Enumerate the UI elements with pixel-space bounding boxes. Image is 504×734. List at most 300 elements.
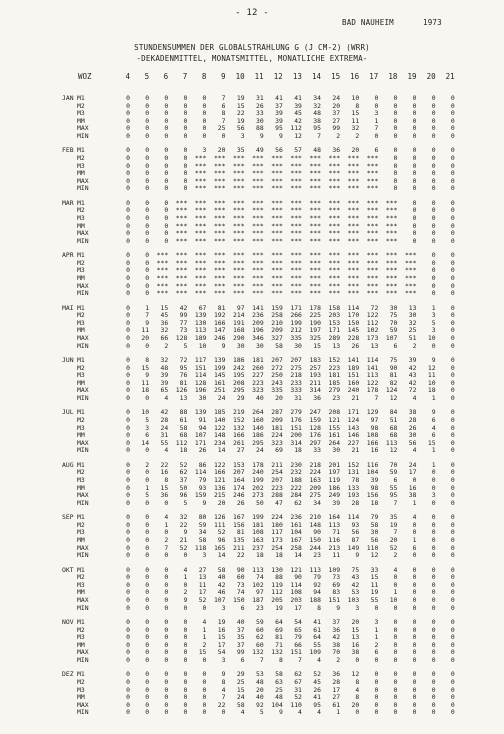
table-cell: 0 [431, 520, 436, 529]
table-cell: 0 [183, 648, 188, 657]
table-cell: 139 [213, 356, 226, 364]
table-cell: 0 [431, 565, 436, 574]
table-cell: 0 [450, 460, 455, 469]
table-cell: *** [309, 169, 321, 178]
table-cell: 197 [309, 326, 321, 335]
table-cell: 0 [145, 221, 150, 230]
table-cell: 20 [351, 700, 360, 709]
table-cell: 65 [294, 625, 302, 634]
table-cell: 0 [145, 446, 150, 455]
table-cell: 0 [374, 693, 379, 702]
table-cell: *** [194, 266, 207, 275]
table-cell: *** [156, 273, 169, 282]
table-cell: 188 [309, 595, 321, 604]
table-cell: 0 [431, 483, 436, 492]
table-cell: *** [271, 169, 283, 178]
table-cell: 1 [412, 498, 417, 507]
table-cell: 0 [393, 670, 398, 679]
table-cell: 32 [179, 513, 188, 522]
table-cell: 1 [164, 520, 169, 529]
table-row [0, 627, 504, 635]
table-cell: 95 [389, 491, 398, 500]
table-cell: *** [194, 251, 207, 260]
table-cell: 173 [271, 535, 283, 544]
table-cell: 152 [347, 460, 360, 469]
table-cell: 0 [164, 603, 169, 612]
table-cell: 129 [366, 408, 379, 417]
table-cell: *** [271, 266, 283, 275]
table-cell: 11 [332, 551, 341, 560]
month-block [0, 462, 504, 508]
table-cell: 109 [328, 565, 341, 574]
table-cell: 16 [160, 468, 169, 477]
row-label: MM [77, 221, 85, 230]
table-cell: 196 [194, 386, 207, 395]
table-cell: 242 [233, 363, 245, 372]
table-cell: 230 [290, 460, 302, 469]
table-cell: 4 [412, 446, 417, 455]
table-cell: 297 [309, 438, 321, 447]
table-cell: 113 [309, 565, 321, 574]
table-cell: 1 [202, 633, 207, 642]
table-cell: 0 [412, 595, 417, 604]
table-cell: *** [271, 213, 283, 222]
table-cell: 18 [141, 386, 150, 395]
table-cell: 39 [370, 475, 379, 484]
table-cell: 0 [431, 221, 436, 230]
month-block [0, 147, 504, 193]
table-cell: 0 [431, 677, 436, 686]
table-cell: 163 [252, 535, 264, 544]
table-cell: 0 [450, 708, 455, 717]
table-cell: 284 [290, 491, 302, 500]
table-cell: 223 [252, 378, 264, 387]
table-cell: 0 [126, 573, 130, 582]
table-cell: 273 [252, 491, 264, 500]
table-cell: 174 [233, 483, 245, 492]
table-row [0, 567, 504, 575]
table-cell: 95 [313, 700, 321, 709]
table-cell: 19 [217, 618, 226, 626]
table-cell: 0 [126, 206, 130, 215]
row-label: M1 [77, 670, 85, 679]
table-cell: 0 [450, 551, 455, 560]
table-cell: 8 [355, 677, 360, 686]
table-cell: 3 [431, 311, 436, 320]
table-cell: 32 [160, 356, 169, 364]
table-cell: 35 [389, 513, 398, 522]
table-cell: 0 [145, 393, 150, 402]
table-cell: *** [328, 251, 341, 260]
table-cell: *** [233, 229, 245, 238]
table-cell: *** [366, 198, 379, 207]
row-label: MM [77, 535, 85, 544]
table-cell: 0 [183, 153, 188, 162]
table-cell: 24 [160, 423, 169, 432]
table-cell: 97 [370, 415, 379, 424]
table-cell: 0 [374, 94, 379, 102]
table-cell: 93 [351, 520, 360, 529]
table-cell: 2 [202, 640, 207, 649]
table-cell: 0 [145, 176, 150, 185]
row-label: M2 [77, 415, 85, 424]
table-cell: 36 [313, 393, 321, 402]
table-cell: 24 [332, 94, 341, 102]
table-cell: *** [385, 213, 398, 222]
table-cell: 0 [126, 685, 130, 694]
table-cell: 160 [347, 378, 360, 387]
table-cell: *** [347, 229, 360, 238]
table-cell: 98 [370, 423, 379, 432]
table-subtitle: -DEKADENMITTEL, MONATSMITTEL, MONATLICHE EXTREMA- [136, 54, 368, 63]
table-cell: 39 [332, 498, 341, 507]
table-cell: 61 [313, 625, 321, 634]
table-cell: 42 [351, 580, 360, 589]
table-cell: 15 [351, 109, 360, 118]
table-cell: 171 [347, 408, 360, 417]
table-cell: 73 [236, 580, 245, 589]
table-cell: *** [328, 266, 341, 275]
table-cell: 11 [370, 580, 379, 589]
table-cell: 14 [141, 438, 150, 447]
table-cell: 0 [450, 356, 455, 364]
table-row [0, 290, 504, 298]
table-cell: 0 [450, 146, 455, 155]
table-cell: 0 [126, 273, 130, 282]
table-cell: *** [252, 273, 264, 282]
row-label: M2 [77, 101, 85, 110]
table-cell: 81 [275, 633, 283, 642]
table-cell: 222 [290, 483, 302, 492]
table-cell: 0 [221, 131, 226, 140]
table-cell: 0 [164, 236, 169, 245]
table-cell: 2 [336, 131, 341, 140]
row-label: MAX [77, 386, 89, 395]
table-cell: 0 [393, 708, 398, 717]
month-label: AUG [62, 460, 74, 469]
table-cell: 30 [370, 528, 379, 537]
table-cell: 67 [198, 303, 207, 312]
table-cell: 0 [126, 551, 130, 560]
table-cell: 2 [336, 655, 341, 664]
table-cell: 113 [366, 371, 379, 380]
table-cell: 57 [294, 146, 302, 155]
table-cell: 30 [255, 116, 264, 125]
table-cell: *** [366, 281, 379, 290]
table-cell: 0 [450, 169, 455, 178]
row-label: M1 [77, 94, 85, 102]
table-cell: 6 [431, 431, 436, 440]
table-cell: 26 [198, 446, 207, 455]
table-cell: *** [309, 281, 321, 290]
table-cell: 70 [389, 318, 398, 327]
table-cell: *** [271, 289, 283, 298]
table-cell: 0 [450, 206, 455, 215]
table-cell: 0 [431, 648, 436, 657]
table-cell: 45 [294, 109, 302, 118]
table-cell: *** [366, 221, 379, 230]
month-label: JUL [62, 408, 74, 417]
table-cell: 13 [370, 341, 379, 350]
table-cell: 178 [309, 303, 321, 312]
table-cell: *** [366, 229, 379, 238]
table-cell: 28 [332, 677, 341, 686]
table-cell: 26 [255, 101, 264, 110]
row-label: M2 [77, 677, 85, 686]
table-cell: 0 [126, 281, 130, 290]
table-cell: 74 [255, 573, 264, 582]
table-cell: 0 [126, 289, 130, 298]
table-cell: *** [271, 281, 283, 290]
table-cell: 132 [271, 648, 283, 657]
row-label: MAX [77, 124, 89, 133]
table-cell: 209 [252, 318, 264, 327]
table-cell: 243 [271, 378, 283, 387]
table-cell: 39 [294, 101, 302, 110]
table-cell: *** [213, 221, 226, 230]
table-cell: 0 [126, 378, 130, 387]
table-cell: 28 [351, 498, 360, 507]
table-cell: 0 [145, 281, 150, 290]
table-cell: 0 [145, 588, 150, 597]
table-cell: 0 [126, 565, 130, 574]
table-cell: 24 [255, 446, 264, 455]
table-cell: 0 [164, 213, 169, 222]
table-cell: 0 [126, 266, 130, 275]
table-cell: 2 [145, 460, 150, 469]
table-cell: *** [309, 229, 321, 238]
table-cell: 48 [160, 363, 169, 372]
table-cell: 9 [145, 318, 150, 327]
table-cell: 58 [179, 423, 188, 432]
table-cell: 0 [145, 670, 150, 679]
table-cell: 191 [233, 318, 245, 327]
table-cell: 0 [145, 655, 150, 664]
table-cell: 0 [202, 685, 207, 694]
table-row [0, 687, 504, 695]
table-cell: 42 [179, 303, 188, 312]
table-cell: 18 [179, 446, 188, 455]
table-cell: 82 [389, 378, 398, 387]
table-cell: 0 [126, 580, 130, 589]
table-cell: 153 [328, 318, 341, 327]
table-cell: *** [271, 206, 283, 215]
table-cell: 0 [412, 206, 417, 215]
table-cell: 0 [202, 708, 207, 717]
table-cell: *** [328, 206, 341, 215]
hour-header: 8 [201, 72, 207, 81]
table-cell: 0 [412, 528, 417, 537]
table-cell: 55 [389, 483, 398, 492]
table-cell: 0 [145, 153, 150, 162]
table-cell: 43 [351, 573, 360, 582]
table-cell: 16 [370, 446, 379, 455]
table-cell: 0 [450, 363, 455, 372]
table-cell: 119 [328, 475, 341, 484]
table-cell: *** [328, 213, 341, 222]
table-cell: 246 [233, 491, 245, 500]
table-cell: 10 [351, 94, 360, 102]
table-cell: 272 [271, 363, 283, 372]
table-cell: 108 [366, 431, 379, 440]
table-cell: 72 [370, 303, 379, 312]
table-cell: 0 [126, 446, 130, 455]
table-cell: 0 [183, 124, 188, 133]
table-cell: 335 [290, 333, 302, 342]
table-cell: 6 [221, 101, 226, 110]
table-cell: 0 [450, 258, 455, 267]
table-cell: 0 [202, 655, 207, 664]
table-cell: 0 [450, 236, 455, 245]
table-cell: 139 [194, 408, 207, 417]
table-cell: 188 [290, 475, 302, 484]
row-label: M3 [77, 685, 85, 694]
table-cell: *** [233, 169, 245, 178]
row-label: M3 [77, 371, 85, 380]
table-cell: *** [309, 176, 321, 185]
table-cell: 199 [252, 513, 264, 522]
table-cell: *** [366, 258, 379, 267]
table-cell: 21 [351, 446, 360, 455]
table-cell: 36 [332, 670, 341, 679]
table-cell: 0 [126, 415, 130, 424]
table-cell: 0 [450, 266, 455, 275]
table-cell: *** [366, 251, 379, 260]
table-cell: 0 [450, 655, 455, 664]
table-cell: 0 [164, 670, 169, 679]
table-cell: 16 [408, 483, 417, 492]
table-cell: *** [309, 251, 321, 260]
table-cell: 214 [233, 311, 245, 320]
row-label: M3 [77, 423, 85, 432]
row-label: MAX [77, 333, 89, 342]
table-cell: 218 [290, 371, 302, 380]
table-cell: *** [233, 198, 245, 207]
table-cell: 8 [355, 693, 360, 702]
table-cell: *** [309, 289, 321, 298]
table-cell: *** [252, 229, 264, 238]
table-cell: 62 [294, 670, 302, 679]
table-cell: *** [385, 206, 398, 215]
table-cell: 0 [126, 393, 130, 402]
table-cell: 20 [275, 393, 283, 402]
table-cell: 223 [328, 363, 341, 372]
hour-header: 4 [125, 72, 130, 81]
table-cell: 0 [145, 198, 150, 207]
table-cell: *** [175, 213, 188, 222]
table-cell: *** [328, 289, 341, 298]
table-cell: 219 [233, 408, 245, 417]
table-cell: 0 [431, 101, 436, 110]
table-cell: 0 [412, 116, 417, 125]
table-cell: 0 [412, 101, 417, 110]
row-label: M2 [77, 153, 85, 162]
table-cell: 0 [145, 289, 150, 298]
table-cell: 84 [389, 408, 398, 417]
table-cell: 0 [126, 603, 130, 612]
table-cell: 6 [374, 648, 379, 657]
table-cell: 90 [294, 573, 302, 582]
row-label: MIN [77, 184, 89, 193]
table-cell: *** [252, 221, 264, 230]
row-label: M1 [77, 303, 85, 312]
table-cell: 0 [126, 528, 130, 537]
table-row [0, 492, 504, 500]
table-cell: 16 [351, 640, 360, 649]
table-cell: 90 [389, 363, 398, 372]
table-cell: 0 [450, 326, 455, 335]
table-cell: 0 [202, 116, 207, 125]
table-cell: *** [213, 289, 226, 298]
table-cell: 2 [374, 640, 379, 649]
table-cell: 0 [431, 116, 436, 125]
table-cell: *** [252, 213, 264, 222]
table-cell: *** [252, 153, 264, 162]
table-cell: 41 [294, 94, 302, 102]
table-cell: 1 [374, 116, 379, 125]
table-cell: *** [404, 281, 417, 290]
table-cell: 95 [275, 124, 283, 133]
table-cell: 0 [164, 640, 169, 649]
table-cell: 0 [202, 693, 207, 702]
row-label: M3 [77, 161, 85, 170]
table-cell: 19 [236, 116, 245, 125]
table-cell: 64 [313, 633, 321, 642]
table-cell: 143 [347, 423, 360, 432]
month-label: SEP [62, 513, 74, 522]
table-cell: 38 [408, 491, 417, 500]
table-cell: 260 [252, 363, 264, 372]
table-cell: 17 [332, 685, 341, 694]
table-cell: 36 [160, 318, 169, 327]
table-cell: 193 [347, 491, 360, 500]
table-cell: *** [175, 206, 188, 215]
table-cell: 37 [275, 101, 283, 110]
table-cell: 0 [393, 693, 398, 702]
table-cell: 30 [332, 446, 341, 455]
table-cell: 20 [351, 618, 360, 626]
row-label: M2 [77, 573, 85, 582]
table-cell: 0 [450, 273, 455, 282]
table-cell: 1 [202, 625, 207, 634]
table-cell: 279 [328, 386, 341, 395]
table-cell: 0 [431, 289, 436, 298]
table-cell: 0 [431, 513, 436, 522]
table-cell: 32 [408, 318, 417, 327]
table-cell: 173 [366, 333, 379, 342]
table-cell: 12 [370, 551, 379, 560]
table-cell: 0 [202, 677, 207, 686]
table-cell: 0 [450, 491, 455, 500]
table-cell: 1 [374, 633, 379, 642]
table-cell: 113 [252, 565, 264, 574]
table-cell: *** [252, 184, 264, 193]
table-cell: 0 [126, 588, 130, 597]
table-cell: 118 [194, 543, 207, 552]
table-cell: 1 [145, 483, 150, 492]
table-cell: 145 [213, 371, 226, 380]
table-cell: 0 [126, 229, 130, 238]
table-cell: 62 [255, 633, 264, 642]
table-cell: *** [213, 169, 226, 178]
table-cell: 20 [255, 685, 264, 694]
table-cell: 1 [431, 446, 436, 455]
table-cell: 70 [389, 460, 398, 469]
table-cell: 257 [309, 363, 321, 372]
table-cell: 195 [233, 371, 245, 380]
table-cell: *** [366, 236, 379, 245]
table-cell: 0 [412, 685, 417, 694]
